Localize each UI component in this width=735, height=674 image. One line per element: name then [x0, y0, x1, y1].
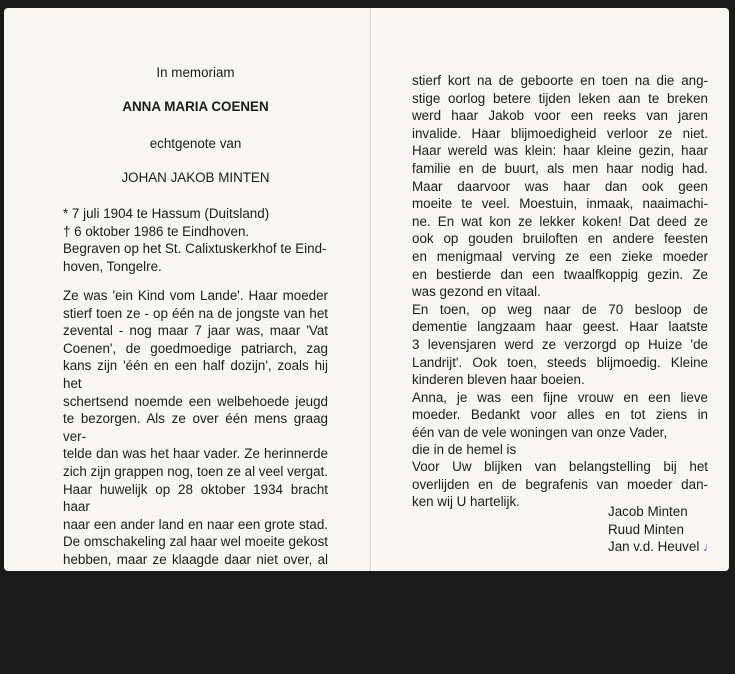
- birth-line: * 7 juli 1904 te Hassum (Duitsland): [63, 206, 270, 221]
- text-line: bedoelen. Teleurstellingen vielen haar ten: [63, 604, 328, 620]
- ink-mark-icon: ♩: [703, 540, 716, 555]
- spouse-label: echtgenote van: [149, 136, 242, 151]
- text-line: schertsend noemde een welbehoede jeugd: [63, 393, 328, 409]
- text-line: moeder. Bedankt voor alles en tot ziens in: [412, 407, 708, 423]
- text-line: en bestierde dan een twaalfkoppig gezin. Ze: [412, 266, 708, 282]
- signature-name: Jacob Minten: [608, 504, 688, 519]
- text-line: telde dan was het haar vader. Ze herinnerde: [63, 446, 328, 462]
- card-fold: [370, 8, 371, 571]
- text-line: En toen, op weg naar de 70 besloop de: [412, 301, 708, 317]
- text-line: Coenen', de goedmoedige patriarch, zag: [63, 340, 328, 356]
- text-line: deel: al vóór de geboorte van haar eerste kind: [63, 622, 328, 655]
- text-line: overlijden en de begrafenis van moeder dan-: [412, 476, 708, 492]
- biography-part-2: [412, 72, 708, 459]
- text-line: Landrijt'. Ook toen, steeds blijmoedig. Kleine: [412, 354, 708, 370]
- text-line: zevental - nog maar 7 jaar was, maar 'Vat: [63, 323, 328, 339]
- life-dates: [63, 205, 328, 275]
- text-line: invalide. Haar blijmoedigheid verloor ze niet.: [412, 125, 708, 141]
- text-line: stige oorlog betere tijden leken aan te breken: [412, 90, 708, 106]
- text-line: was gezond en vitaal.: [412, 284, 541, 300]
- text-line: ken wij U hartelijk.: [412, 494, 520, 510]
- deceased-name: ANNA MARIA COENEN: [122, 99, 269, 114]
- text-line: kinderen bleven haar boeien.: [412, 372, 585, 388]
- text-line: één van de vele woningen van onze Vader,: [412, 424, 668, 440]
- text-line: Haar wereld was klein: haar kleine gezin, haar: [412, 143, 708, 159]
- death-line: † 6 oktober 1986 te Eindhoven.: [63, 223, 250, 239]
- text-line: bleef ze met 'bij ons' altijd haar geboortedorp: [63, 569, 328, 603]
- spouse-name: JOHAN JAKOB MINTEN: [121, 170, 270, 185]
- text-line: stierf toen ze - op één na de jongste van het: [63, 305, 328, 321]
- burial-line: hoven, Tongelre.: [63, 258, 162, 274]
- text-line: werd haar Jakob voor een reeks van jaren: [412, 108, 708, 124]
- text-line: die in de hemel is: [412, 442, 517, 458]
- text-line: te bezorgen. Als ze over één mens graag ver-: [63, 411, 328, 444]
- text-line: moeite te veel. Moestuin, inmaak, naaimachi-: [412, 196, 708, 212]
- right-page: [412, 8, 716, 571]
- text-line: familie en de buurt, als men haar nodig had.: [412, 160, 708, 176]
- text-line: Maar daarvoor was haar dan ook geen: [412, 178, 708, 194]
- text-line: Voor Uw blijken van belangstelling bij het: [412, 459, 708, 474]
- signature-name-row: [608, 538, 715, 557]
- text-line: stierf kort na de geboorte en toen na die ang-: [412, 73, 708, 88]
- text-line: ne. En wat kon ze lekker koken! Dat deed ze: [412, 213, 708, 229]
- text-line: dementie langzaam haar geest. Haar laatste: [412, 319, 708, 335]
- signature-name: Ruud Minten: [608, 521, 684, 537]
- text-line: zich zijn grappen nog, toen ze al veel vergat.: [63, 463, 329, 479]
- text-line: en menigmaal verving ze een zieke moeder: [412, 248, 708, 264]
- burial-line: Begraven op het St. Calixtuskerkhof te Eind-: [63, 241, 327, 257]
- signature-name: Jan v.d. Heuvel: [608, 539, 700, 555]
- text-line: kans zijn 'één en een half dozijn', zoals hij het: [63, 358, 328, 391]
- text-line: hebben, maar ze klaagde daar niet over, al: [63, 551, 328, 567]
- biography-part-1: [63, 287, 328, 674]
- left-page: [63, 8, 329, 673]
- text-line: De omschakeling zal haar wel moeite gekost: [63, 534, 328, 550]
- text-line: naar een ander land en naar een grote stad.: [63, 516, 328, 532]
- text-line: ook op gouden bruiloften en andere feesten: [412, 231, 708, 247]
- text-line: werd haar man werkeloos; haar tweede kind: [63, 657, 328, 673]
- text-line: Ze was 'ein Kind vom Lande'. Haar moeder: [63, 288, 328, 303]
- text-line: 3 levensjaren werd ze verzorgd op Huize 'de: [412, 336, 708, 352]
- in-memoriam-heading: In memoriam: [156, 65, 235, 80]
- memorial-card: [4, 8, 729, 673]
- text-line: Haar huwelijk op 28 oktober 1934 bracht haar: [63, 481, 328, 515]
- signatures: [608, 503, 715, 557]
- text-line: Anna, je was een fijne vrouw en een lieve: [412, 389, 708, 405]
